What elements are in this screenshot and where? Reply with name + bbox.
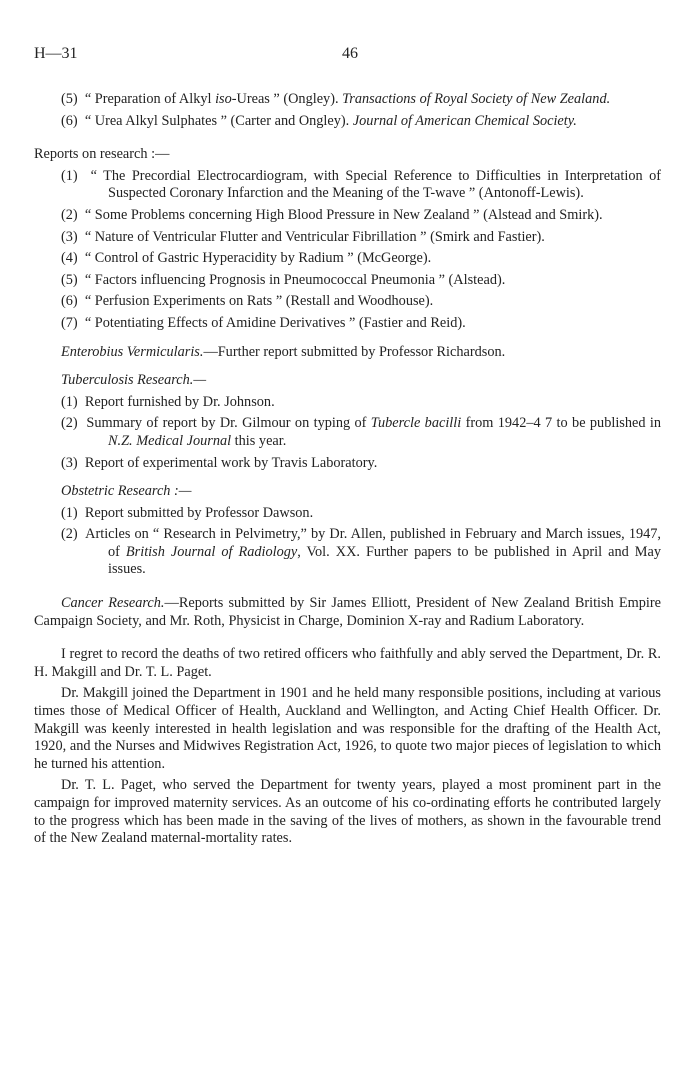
tuberculosis-heading: Tuberculosis Research.—: [61, 372, 207, 389]
publication-item: (6) “ Urea Alkyl Sulphates ” (Carter and Ongley). Journal of American Chemical Society.: [61, 112, 577, 129]
tuberculosis-item: (2) Summary of report by Dr. Gilmour on typing of Tubercle bacilli from 1942–4 7 to be published in N.Z. Medical Journal this year.: [61, 415, 662, 449]
enterobius-paragraph: Enterobius Vermicularis.—Further report submitted by Professor Richardson.: [61, 343, 506, 360]
body-paragraph: I regret to record the deaths of two retired officers who faithfully and ably served the Department, Dr. R. H. Makgill and Dr. T. L. Paget.: [34, 646, 661, 680]
report-item: (7) “ Potentiating Effects of Amidine Derivatives ” (Fastier and Reid).: [61, 314, 466, 331]
report-item: (2) “ Some Problems concerning High Blood Pressure in New Zealand ” (Alstead and Smirk).: [61, 206, 603, 223]
page-content: [34, 91, 661, 848]
tuberculosis-item: (1) Report furnished by Dr. Johnson.: [61, 393, 275, 410]
body-paragraph: Dr. T. L. Paget, who served the Department for twenty years, played a most prominent part in the campaign for improved maternity services. As an outcome of his co-ordinating efforts he contributed largely to the progress which has been made in the saving of the lives of mothers, as shown in the favourable trend of the New Zealand maternal-mortality rates.: [34, 777, 661, 847]
report-item: (3) “ Nature of Ventricular Flutter and Ventricular Fibrillation ” (Smirk and Fastier).: [61, 228, 545, 245]
reports-heading: Reports on research :—: [34, 146, 170, 163]
report-item: (6) “ Perfusion Experiments on Rats ” (Restall and Woodhouse).: [61, 293, 434, 310]
obstetric-heading: Obstetric Research :—: [61, 483, 192, 500]
report-item: (1) “ The Precordial Electrocardiogram, with Special Reference to Difficulties in Interpretation of Suspected Coronary Infarction and the Meaning of the T-wave ” (Antonoff-Lewis).: [61, 167, 661, 202]
publication-item: (5) “ Preparation of Alkyl iso-Ureas ” (Ongley). Transactions of Royal Society of New Zealand.: [61, 91, 611, 107]
report-code: H—31: [34, 45, 78, 62]
cancer-paragraph: Cancer Research.—Reports submitted by Sir James Elliott, President of New Zealand British Empire Campaign Society, and Mr. Roth, Physicist in Charge, Dominion X-ray and Radium Laboratory.: [34, 595, 661, 629]
report-item: (5) “ Factors influencing Prognosis in Pneumococcal Pneumonia ” (Alstead).: [61, 271, 506, 288]
page-header: [0, 45, 700, 65]
body-paragraph: Dr. Makgill joined the Department in 1901 and he held many responsible positions, including at various times those of Medical Officer of Health, Auckland and Wellington, and Acting Chief Health Officer. Dr. Makgill was keenly interested in health legislation and was responsible for the drafting of the Health Act, 1920, and the Nurses and Midwives Registration Act, 1926, to quote two major pieces of legislation to which he turned his attention.: [34, 685, 661, 772]
report-item: (4) “ Control of Gastric Hyperacidity by Radium ” (McGeorge).: [61, 250, 432, 267]
page-number: 46: [342, 45, 358, 62]
tuberculosis-item: (3) Report of experimental work by Travis Laboratory.: [61, 454, 378, 471]
obstetric-item: (1) Report submitted by Professor Dawson.: [61, 504, 314, 521]
obstetric-item: (2) Articles on “ Research in Pelvimetry,” by Dr. Allen, published in February and March issues, 1947, of British Journal of Radiology, Vol. XX. Further papers to be published in April and May issues.: [61, 526, 661, 578]
